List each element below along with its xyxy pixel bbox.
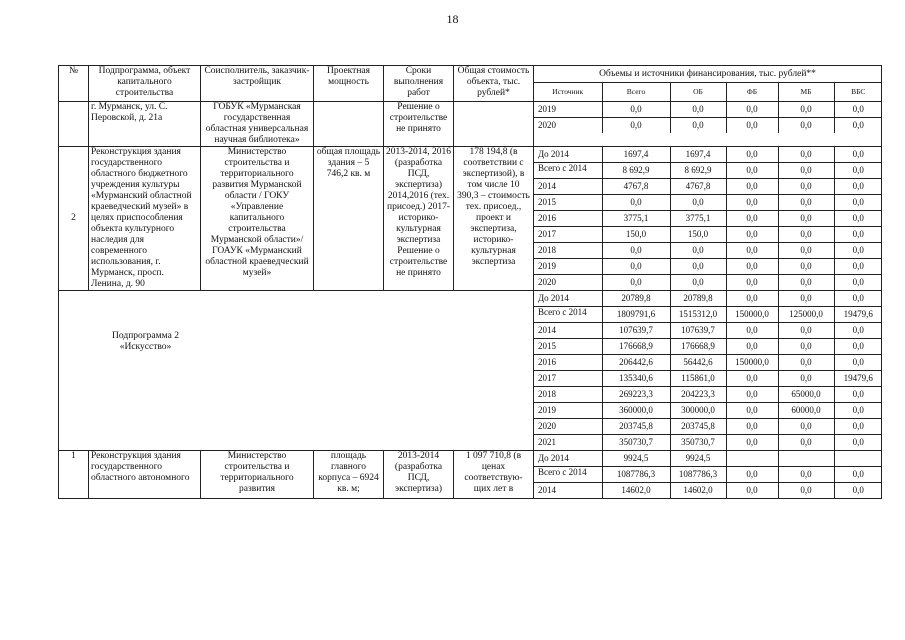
ob-cell: 0,0 [670, 195, 726, 211]
fb-cell: 150000,0 [726, 307, 778, 323]
header-source: Источник [552, 87, 584, 96]
fb-cell: 0,0 [726, 211, 778, 227]
mb-cell: 0,0 [778, 227, 834, 243]
ob-cell: 14602,0 [670, 483, 726, 499]
funding-row [534, 355, 882, 371]
mb-cell: 0,0 [778, 118, 834, 134]
object-name: Реконструкция здания государственного областного бюджетного учреждения культуры «Мурманский областной краеведческий музей» в целях приспособления объекта культурного наследия для современного использования, г. Мурманск, просп. Ленина, д. 90 [89, 147, 201, 291]
total-cell: 4767,8 [602, 179, 670, 195]
fb-cell: 0,0 [726, 179, 778, 195]
ob-cell: 1087786,3 [670, 467, 726, 483]
ob-cell: 3775,1 [670, 211, 726, 227]
header-funding-cols [534, 83, 882, 101]
ob-cell: 0,0 [670, 118, 726, 134]
financing-table [58, 65, 882, 499]
vbs-cell: 0,0 [834, 118, 882, 134]
total-cell: 3775,1 [602, 211, 670, 227]
fb-cell: 0,0 [726, 323, 778, 339]
fb-cell: 0,0 [726, 435, 778, 451]
vbs-cell: 0,0 [834, 403, 882, 419]
ob-cell: 204223,3 [670, 387, 726, 403]
funding-row [534, 483, 882, 499]
total-cell: 0,0 [602, 195, 670, 211]
fb-cell: 0,0 [726, 147, 778, 163]
source-cell: До 2014 [534, 291, 602, 307]
subprogram-title: Подпрограмма 2 «Искусство» [112, 331, 179, 352]
mb-cell: 0,0 [778, 275, 834, 291]
funding-row [534, 179, 882, 195]
ob-cell: 176668,9 [670, 339, 726, 355]
timing: 2013-2014 (разработка ПСД, экспертиза) [384, 451, 454, 499]
vbs-cell: 19479,6 [834, 307, 882, 323]
total-cell: 0,0 [602, 118, 670, 134]
fb-cell: 0,0 [726, 371, 778, 387]
vbs-cell: 0,0 [834, 147, 882, 163]
fb-cell: 0,0 [726, 163, 778, 179]
ob-cell: 1697,4 [670, 147, 726, 163]
header-row [59, 66, 882, 102]
fb-cell: 0,0 [726, 403, 778, 419]
funding-row [534, 163, 882, 179]
mb-cell: 125000,0 [778, 307, 834, 323]
funding-row [534, 387, 882, 403]
ob-cell: 0,0 [670, 259, 726, 275]
source-cell: 2018 [534, 387, 602, 403]
ob-cell: 150,0 [670, 227, 726, 243]
header-coexecutor: Соисполнитель, заказчик-застройщик [201, 66, 314, 102]
total-cell: 1087786,3 [602, 467, 670, 483]
fb-cell: 0,0 [726, 483, 778, 499]
funding-row [534, 102, 882, 118]
funding-row [534, 227, 882, 243]
total-cell: 0,0 [602, 102, 670, 118]
fb-cell: 0,0 [726, 195, 778, 211]
mb-cell: 0,0 [778, 339, 834, 355]
mb-cell [778, 451, 834, 467]
source-cell: 2017 [534, 371, 602, 387]
vbs-cell: 0,0 [834, 419, 882, 435]
source-cell: 2014 [538, 485, 556, 495]
total-cell: 203745,8 [602, 419, 670, 435]
header-funding: Объемы и источники финансирования, тыс. рублей** [534, 66, 881, 83]
mb-cell: 0,0 [778, 102, 834, 118]
mb-cell: 0,0 [778, 371, 834, 387]
funding-cell [534, 451, 882, 499]
vbs-cell: 0,0 [834, 467, 882, 483]
object-row-library [59, 102, 882, 147]
funding-row [534, 275, 882, 291]
mb-cell: 0,0 [778, 355, 834, 371]
vbs-cell: 0,0 [834, 243, 882, 259]
total-cell: 350730,7 [602, 435, 670, 451]
mb-cell: 65000,0 [778, 387, 834, 403]
ob-cell: 20789,8 [670, 291, 726, 307]
mb-cell: 0,0 [778, 163, 834, 179]
funding-subtable [534, 451, 882, 498]
total-cell: 176668,9 [602, 339, 670, 355]
header-capacity: Проектная мощность [314, 66, 384, 102]
total-cell: 0,0 [602, 259, 670, 275]
fb-cell: 0,0 [726, 467, 778, 483]
funding-row [534, 435, 882, 451]
ob-cell: 8 692,9 [670, 163, 726, 179]
total-cell: 360000,0 [602, 403, 670, 419]
funding-row [534, 467, 882, 483]
ob-cell: 0,0 [670, 243, 726, 259]
row-number: 1 [59, 451, 89, 499]
vbs-cell: 0,0 [834, 211, 882, 227]
source-cell: 2016 [534, 355, 602, 371]
coexecutor: Министерство строительства и территориального развития Мурманской области / ГОКУ «Управление капитального строительства Мурманской области»/ ГОАУК «Мурманский областной краеведческий музей» [201, 147, 314, 291]
header-timing: Сроки выполнения работ [384, 66, 454, 102]
vbs-cell: 0,0 [834, 163, 882, 179]
capacity: площадь главного корпуса – 6924 кв. м; [314, 451, 384, 499]
source-cell: 2015 [534, 339, 602, 355]
funding-subtable [534, 102, 882, 133]
ob-cell: 4767,8 [670, 179, 726, 195]
fb-cell: 0,0 [726, 291, 778, 307]
source-cell: До 2014 [534, 451, 602, 467]
source-cell: 2014 [534, 179, 602, 195]
funding-row [534, 323, 882, 339]
source-cell: 2017 [534, 227, 602, 243]
ob-cell: 0,0 [670, 102, 726, 118]
mb-cell: 0,0 [778, 147, 834, 163]
mb-cell: 0,0 [778, 323, 834, 339]
source-cell: 2021 [538, 437, 556, 447]
coexecutor: Министерство строительства и территориального развития [201, 451, 314, 499]
total-cell: 150,0 [602, 227, 670, 243]
total-cell: 107639,7 [602, 323, 670, 339]
source-cell: Всего с 2014 [534, 163, 602, 179]
vbs-cell: 0,0 [834, 227, 882, 243]
source-cell: Всего с 2014 [534, 467, 602, 483]
header-total: Всего [602, 83, 670, 101]
vbs-cell: 0,0 [834, 195, 882, 211]
ob-cell: 350730,7 [670, 435, 726, 451]
header-cost: Общая стоимость объекта, тыс. рублей* [454, 66, 534, 102]
funding-subtable [534, 291, 882, 450]
source-cell: 2020 [534, 419, 602, 435]
fb-cell: 0,0 [726, 102, 778, 118]
fb-cell: 0,0 [726, 275, 778, 291]
ob-cell: 203745,8 [670, 419, 726, 435]
source-cell: 2015 [534, 195, 602, 211]
mb-cell: 0,0 [778, 195, 834, 211]
timing: Решение о строительстве не принято [384, 102, 454, 147]
vbs-cell: 0,0 [834, 259, 882, 275]
funding-row [534, 451, 882, 467]
source-cell: 2016 [534, 211, 602, 227]
funding-row [534, 419, 882, 435]
total-cell: 206442,6 [602, 355, 670, 371]
mb-cell: 0,0 [778, 179, 834, 195]
object-name: Реконструкция здания государственного областного автономного [89, 451, 201, 499]
vbs-cell: 0,0 [834, 387, 882, 403]
ob-cell: 107639,7 [670, 323, 726, 339]
funding-cell [534, 102, 882, 147]
mb-cell: 0,0 [778, 259, 834, 275]
fb-cell: 0,0 [726, 387, 778, 403]
vbs-cell [834, 451, 882, 467]
mb-cell: 0,0 [778, 419, 834, 435]
fb-cell: 0,0 [726, 419, 778, 435]
object-name: г. Мурманск, ул. С. Перовской, д. 21а [89, 102, 201, 147]
fb-cell: 0,0 [726, 243, 778, 259]
timing: 2013-2014, 2016 (разработка ПСД, экспертиза) 2014,2016 (тех. присоед.) 2017- историко-культурная экспертиза Решение о строительстве не принято [384, 147, 454, 291]
funding-row [534, 371, 882, 387]
mb-cell: 0,0 [778, 467, 834, 483]
funding-row [534, 307, 882, 323]
vbs-cell: 0,0 [834, 355, 882, 371]
total-cell: 20789,8 [602, 291, 670, 307]
subprogram-cell [59, 291, 534, 451]
mb-cell: 0,0 [778, 483, 834, 499]
source-cell: Всего с 2014 [534, 307, 602, 323]
ob-cell: 0,0 [670, 275, 726, 291]
mb-cell: 0,0 [778, 211, 834, 227]
funding-row [534, 243, 882, 259]
vbs-cell: 0,0 [834, 291, 882, 307]
header-subprogram: Подпрограмма, объект капитального строительства [89, 66, 201, 102]
total-cell: 269223,3 [602, 387, 670, 403]
header-fb: ФБ [726, 83, 778, 101]
cost: 1 097 710,8 (в ценах соответствую-щих лет в [454, 451, 534, 499]
vbs-cell: 0,0 [834, 179, 882, 195]
total-cell: 1697,4 [602, 147, 670, 163]
object-row-theatre [59, 451, 882, 499]
funding-cell [534, 147, 882, 291]
total-cell: 0,0 [602, 243, 670, 259]
header-num: № [59, 66, 89, 102]
ob-cell: 56442,6 [670, 355, 726, 371]
fb-cell: 0,0 [726, 118, 778, 134]
fb-cell [726, 451, 778, 467]
funding-cell [534, 291, 882, 451]
funding-row [534, 403, 882, 419]
funding-row [534, 118, 882, 134]
source-cell: 2014 [534, 323, 602, 339]
total-cell: 135340,6 [602, 371, 670, 387]
vbs-cell: 0,0 [834, 275, 882, 291]
vbs-cell: 0,0 [834, 483, 882, 499]
mb-cell: 60000,0 [778, 403, 834, 419]
fb-cell: 0,0 [726, 259, 778, 275]
mb-cell: 0,0 [778, 435, 834, 451]
fb-cell: 0,0 [726, 227, 778, 243]
total-cell: 14602,0 [602, 483, 670, 499]
source-cell: До 2014 [534, 147, 602, 163]
row-number: 2 [59, 147, 89, 291]
coexecutor: ГОБУК «Мурманская государственная областная универсальная научная библиотека» [201, 102, 314, 147]
funding-row [534, 211, 882, 227]
mb-cell: 0,0 [778, 243, 834, 259]
funding-row [534, 291, 882, 307]
page-number: 18 [446, 12, 459, 26]
capacity: общая площадь здания – 5 746,2 кв. м [314, 147, 384, 291]
object-row-museum [59, 147, 882, 291]
vbs-cell: 0,0 [834, 323, 882, 339]
ob-cell: 9924,5 [670, 451, 726, 467]
funding-row [534, 259, 882, 275]
source-cell: 2019 [534, 259, 602, 275]
mb-cell: 0,0 [778, 291, 834, 307]
source-cell: 2018 [534, 243, 602, 259]
ob-cell: 1515312,0 [670, 307, 726, 323]
source-cell: 2020 [538, 120, 556, 130]
ob-cell: 115861,0 [670, 371, 726, 387]
cost: 178 194,8 (в соответствии с экспертизой), в том числе 10 390,3 – стоимость тех. присоед., проект и экспертиза, историко-культурная экспертиза [454, 147, 534, 291]
funding-row [534, 339, 882, 355]
header-mb: МБ [778, 83, 834, 101]
fb-cell: 150000,0 [726, 355, 778, 371]
total-cell: 8 692,9 [602, 163, 670, 179]
vbs-cell: 0,0 [834, 102, 882, 118]
total-cell: 9924,5 [602, 451, 670, 467]
vbs-cell: 19479,6 [834, 371, 882, 387]
ob-cell: 300000,0 [670, 403, 726, 419]
vbs-cell: 0,0 [834, 435, 882, 451]
fb-cell: 0,0 [726, 339, 778, 355]
source-cell: 2019 [534, 403, 602, 419]
header-vbs: ВБС [834, 83, 882, 101]
funding-subtable [534, 147, 882, 290]
source-cell: 2019 [534, 102, 602, 118]
source-cell: 2020 [538, 277, 556, 287]
total-cell: 0,0 [602, 275, 670, 291]
header-funding-group [534, 66, 882, 102]
funding-row [534, 147, 882, 163]
vbs-cell: 0,0 [834, 339, 882, 355]
total-cell: 1809791,6 [602, 307, 670, 323]
subprogram-row-art [59, 291, 882, 451]
funding-row [534, 195, 882, 211]
header-ob: ОБ [670, 83, 726, 101]
